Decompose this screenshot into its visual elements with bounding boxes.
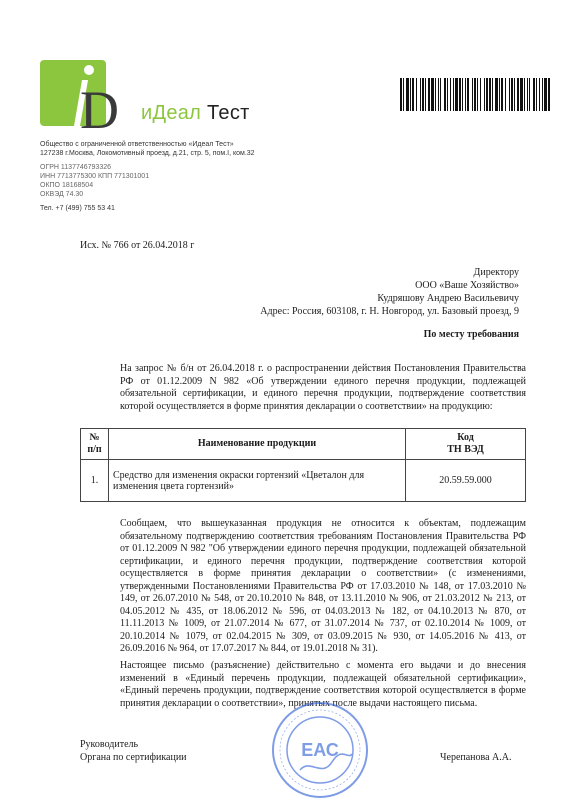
barcode-bar bbox=[416, 78, 417, 111]
logo-word-dark: Тест bbox=[207, 102, 250, 124]
barcode-bar bbox=[548, 78, 550, 111]
signature-block bbox=[80, 738, 187, 764]
barcode-bar bbox=[492, 78, 493, 111]
barcode-bar bbox=[477, 78, 478, 111]
barcode-bar bbox=[542, 78, 543, 111]
barcode-bar bbox=[529, 78, 530, 111]
product-table bbox=[80, 428, 526, 502]
okved: ОКВЭД 74.30 bbox=[40, 191, 84, 198]
barcode-bar bbox=[435, 78, 436, 111]
barcode-bar bbox=[527, 78, 528, 111]
barcode-bar bbox=[455, 78, 458, 111]
barcode-bar bbox=[484, 78, 485, 111]
certification-stamp bbox=[270, 700, 370, 800]
signature-org: Органа по сертификации bbox=[80, 752, 187, 763]
intro-paragraph bbox=[80, 363, 526, 413]
validity-text: Настоящее письмо (разъяснение) действительно с момента его выдачи и до внесения изменений в «Единый перечень продукции, подлежащей обязательной сертификации», «Единый перечень продукции, подтверждение соответствия которой осуществляется в форме принятия декларации о соответствии», принятых после выдачи настоящего письма. bbox=[120, 660, 526, 709]
barcode-bar bbox=[403, 78, 404, 111]
barcode-bar bbox=[480, 78, 481, 111]
company-info bbox=[40, 140, 255, 213]
signer-name: Черепанова А.А. bbox=[440, 752, 512, 763]
barcode-bar bbox=[440, 78, 441, 111]
company-name-line: Общество с ограниченной ответственностью «Идеал Тест» bbox=[40, 141, 234, 148]
body-paragraph bbox=[80, 518, 526, 656]
table-row bbox=[81, 460, 526, 502]
barcode-bar bbox=[410, 78, 411, 111]
barcode-bar bbox=[425, 78, 426, 111]
barcode-bar bbox=[438, 78, 439, 111]
addressee-block bbox=[159, 266, 519, 341]
ogrn: ОГРН 1137746793326 bbox=[40, 164, 111, 171]
phone: Тел. +7 (499) 755 53 41 bbox=[40, 205, 115, 212]
stamp-mark: ЕАС bbox=[301, 740, 339, 760]
barcode-bar bbox=[412, 78, 414, 111]
addressee-company: ООО «Ваше Хозяйство» bbox=[415, 280, 519, 291]
barcode-bar bbox=[447, 78, 448, 111]
okpo: ОКПО 18168504 bbox=[40, 182, 94, 189]
addressee-position: Директору bbox=[473, 267, 519, 278]
barcode-bar bbox=[444, 78, 446, 111]
barcode-bar bbox=[511, 78, 513, 111]
logo-word-green: иДеал bbox=[141, 102, 202, 124]
inn-kpp: ИНН 7713775300 КПП 771301001 bbox=[40, 173, 150, 180]
header-code-line1: Код bbox=[457, 432, 474, 443]
row-code: 20.59.59.000 bbox=[406, 460, 526, 502]
barcode-bar bbox=[428, 78, 430, 111]
barcode-bar bbox=[544, 78, 547, 111]
barcode-bar bbox=[400, 78, 402, 111]
row-name: Средство для изменения окраски гортензий «Цветалон для изменения цвета гортензий» bbox=[109, 460, 406, 502]
barcode-bar bbox=[489, 78, 491, 111]
barcode-bar bbox=[495, 78, 498, 111]
barcode-bar bbox=[422, 78, 424, 111]
outgoing-number: Исх. № 766 от 26.04.2018 г bbox=[80, 240, 195, 251]
company-address-line: 127238 г.Москва, Локомотивный проезд, д.21, стр. 5, пом.I, ком.32 bbox=[40, 150, 255, 157]
barcode-bar bbox=[505, 78, 506, 111]
logo-letter: D bbox=[80, 80, 119, 135]
header-code-line2: ТН ВЭД bbox=[447, 444, 484, 455]
barcode-bar bbox=[453, 78, 454, 111]
barcode-bar bbox=[474, 78, 476, 111]
barcode-bar bbox=[450, 78, 451, 111]
intro-text: На запрос № б/н от 26.04.2018 г. о распространении действия Постановления Правительства РФ от 01.12.2009 N 982 «Об утверждении единого перечня продукции, подлежащей обязательной сертификации, и единого перечня продукции, подтверждение соответствия которой осуществляется в форме принятия декларации о соответствии» на продукцию: bbox=[120, 363, 526, 412]
barcode-bar bbox=[517, 78, 519, 111]
barcode-bar bbox=[533, 78, 535, 111]
addressee-address: Адрес: Россия, 603108, г. Н. Новгород, ул. Базовый проезд, 9 bbox=[260, 306, 519, 317]
barcode-bar bbox=[520, 78, 523, 111]
barcode-bar bbox=[514, 78, 515, 111]
barcode-bar bbox=[539, 78, 540, 111]
barcode-bar bbox=[486, 78, 488, 111]
barcode-bar bbox=[406, 78, 409, 111]
body-text: Сообщаем, что вышеуказанная продукция не относится к объектам, подлежащим обязательному подтверждению соответствия требованиям Постановления Правительства РФ от 01.12.2009 N 982 "Об утверждении единого перечня продукции, подлежащей обязательной сертификации, и единого перечня продукции, подтверждение соответствия которой осуществляется в форме принятия декларации о соответствии» (с изменениями, утвержденными Постановлениями Правительства РФ от 17.03.2010 № 148, от 17.03.2010 № 149, от 26.07.2010 № 548, от 20.10.2010 № 848, от 13.11.2010 № 906, от 21.03.2012 № 213, от 04.05.2012 № 435, от 18.06.2012 № 596, от 04.03.2013 № 182, от 04.10.2013 № 870, от 11.11.2013 № 1009, от 21.07.2014 № 677, от 31.07.2014 № 737, от 02.10.2014 № 1009, от 20.10.2014 № 1079, от 02.04.2015 № 309, от 03.09.2015 № 930, от 14.05.2016 № 413, от 26.09.2016 № 964, от 17.07.2017 № 844, от 19.01.2018 № 31). bbox=[120, 518, 526, 654]
signature-title: Руководитель bbox=[80, 739, 139, 750]
barcode-bar bbox=[459, 78, 461, 111]
barcode-bar bbox=[465, 78, 466, 111]
barcode-bar bbox=[431, 78, 434, 111]
header-code bbox=[406, 429, 526, 460]
barcode-bar bbox=[472, 78, 473, 111]
addressee-place: По месту требования bbox=[423, 329, 519, 340]
table-header-row bbox=[81, 429, 526, 460]
company-logo bbox=[40, 60, 250, 135]
header-num: № п/п bbox=[81, 429, 109, 460]
barcode-bar bbox=[499, 78, 500, 111]
barcode-bar bbox=[509, 78, 510, 111]
addressee-name: Кудряшову Андрею Васильевичу bbox=[377, 293, 519, 304]
barcode-bar bbox=[501, 78, 503, 111]
barcode-bar bbox=[420, 78, 421, 111]
barcode-bar bbox=[467, 78, 469, 111]
barcode-bar bbox=[536, 78, 537, 111]
header-name: Наименование продукции bbox=[109, 429, 406, 460]
barcode-bar bbox=[462, 78, 463, 111]
barcode bbox=[400, 78, 550, 111]
row-num: 1. bbox=[81, 460, 109, 502]
barcode-bar bbox=[524, 78, 525, 111]
